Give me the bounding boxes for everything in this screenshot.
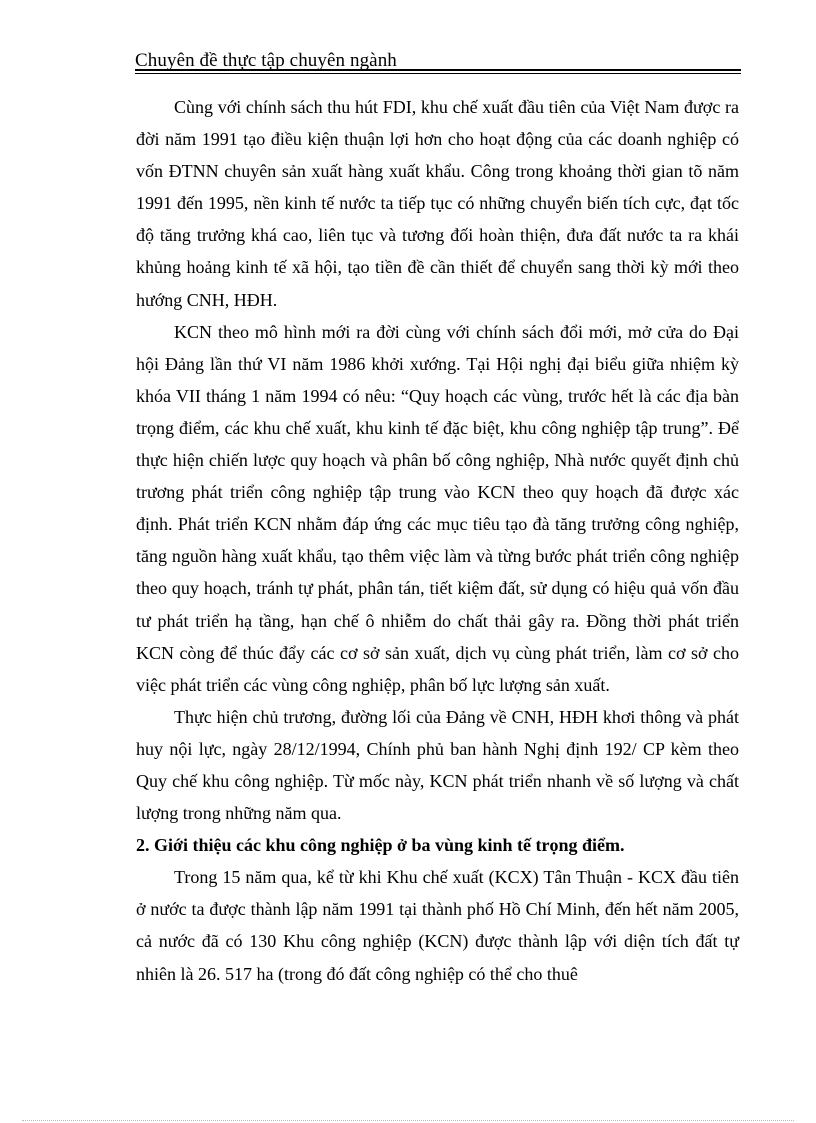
paragraph-decree-192: Thực hiện chủ trương, đường lối của Đảng về CNH, HĐH khơi thông và phát huy nội lực, ngày 28/12/1994, Chính phủ ban hành Nghị định 192/ CP kèm theo Quy chế khu công nghiệp. Từ mốc này, KCN phát triển nhanh về số lượng và chất lượng trong những năm qua. (136, 706, 739, 824)
page-header (135, 48, 741, 78)
paragraph-kcn-model: KCN theo mô hình mới ra đời cùng với chính sách đổi mới, mở cửa do Đại hội Đảng lần thứ VI năm 1986 khởi xướng. Tại Hội nghị đại biểu giữa nhiệm kỳ khóa VII tháng 1 năm 1994 có nêu: “Quy hoạch các vùng, trước hết là các địa bàn trọng điểm, các khu chế xuất, khu kinh tế đặc biệt, khu công nghiệp tập trung”. Để thực hiện chiến lược quy hoạch và phân bố công nghiệp, Nhà nước quyết định chủ trương phát triển công nghiệp tập trung vào KCN theo quy hoạch đã được xác định. Phát triển KCN nhằm đáp ứng các mục tiêu tạo đà tăng trưởng công nghiệp, tăng nguồn hàng xuất khẩu, tạo thêm việc làm và từng bước phát triển công nghiệp theo quy hoạch, tránh tự phát, phân tán, tiết kiệm đất, sử dụng có hiệu quả vốn đầu tư phát triển hạ tầng, hạn chế ô nhiễm do chất thải gây ra. Đồng thời phát triển KCN còng để thúc đẩy các cơ sở sản xuất, dịch vụ cùng phát triển, làm cơ sở cho việc phát triển các vùng công nghiệp, phân bố lực lượng sản xuất. (136, 321, 739, 695)
section-heading: 2. Giới thiệu các khu công nghiệp ở ba vùng kinh tế trọng điểm. (136, 835, 625, 856)
header-rule-thin (135, 73, 741, 74)
document-body (136, 91, 739, 990)
paragraph-15-years: Trong 15 năm qua, kể từ khi Khu chế xuất (KCX) Tân Thuận - KCX đầu tiên ở nước ta được thành lập năm 1991 tại thành phố Hồ Chí Minh, đến hết năm 2005, cả nước đã có 130 Khu công nghiệp (KCN) được thành lập với diện tích đất tự nhiên là 26. 517 ha (trong đó đất công nghiệp có thể cho thuê (136, 867, 739, 984)
paragraph-fdi-export-zones: Cùng với chính sách thu hút FDI, khu chế xuất đầu tiên của Việt Nam được ra đời năm 1991 tạo điều kiện thuận lợi hơn cho hoạt động của các doanh nghiệp có vốn ĐTNN chuyên sản xuất hàng xuất khẩu. Công trong khoảng thời gian tõ năm 1991 đến 1995, nền kinh tế nước ta tiếp tục có những chuyển biến tích cực, đạt tốc độ tăng trưởng khá cao, liên tục và tương đối hoàn thiện, đưa đất nước ta ra khái khủng hoảng kinh tế xã hội, tạo tiền đề cần thiết để chuyển sang thời kỳ mới theo hướng CNH, HĐH. (136, 97, 739, 310)
header-title: Chuyên đề thực tập chuyên ngành (135, 50, 397, 71)
header-rule-thick (135, 69, 741, 71)
page-bottom-divider (22, 1120, 794, 1121)
